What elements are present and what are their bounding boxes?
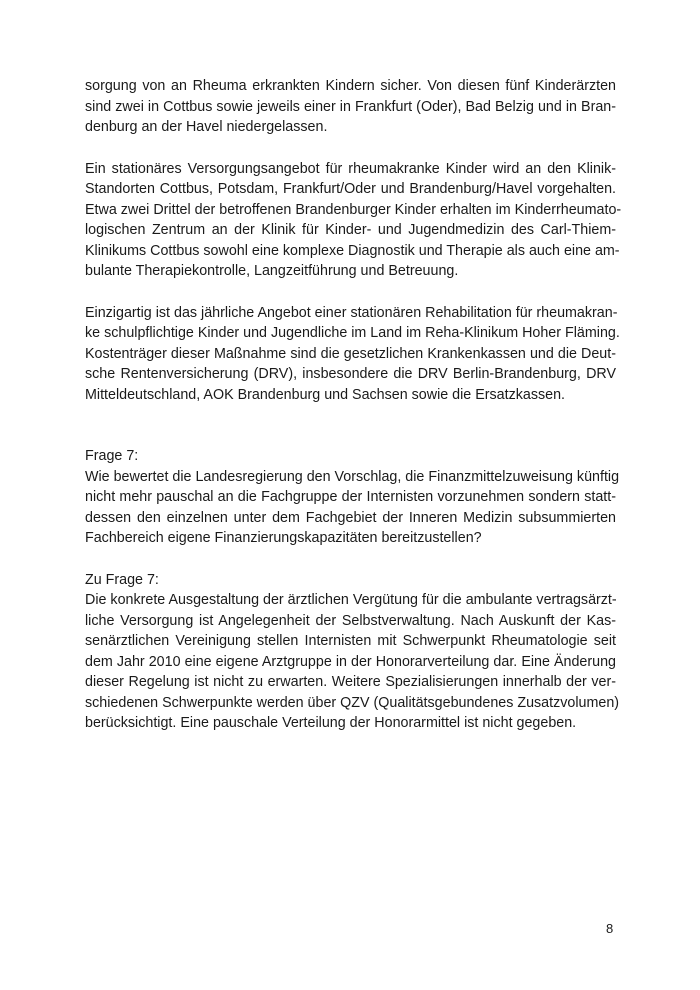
text-line: dessen den einzelnen unter dem Fachgebiet der Inneren Medizin subsummierten	[85, 509, 616, 526]
paragraph-inpatient-care	[85, 159, 622, 282]
text-line: Ein stationäres Versorgungsangebot für rheumakranke Kinder wird an den Klinik-	[85, 160, 616, 177]
text-line: berücksichtigt. Eine pauschale Verteilung der Honorarmittel ist nicht gegeben.	[85, 715, 577, 731]
text-line: sche Rentenversicherung (DRV), insbesondere die DRV Berlin-Brandenburg, DRV	[85, 366, 616, 382]
text-line: Standorten Cottbus, Potsdam, Frankfurt/Oder und Brandenburg/Havel vorgehalten.	[85, 181, 616, 197]
text-line: Fachbereich eigene Finanzierungskapazitäten bereitzustellen?	[85, 530, 482, 546]
text-line: Etwa zwei Drittel der betroffenen Brandenburger Kinder erhalten im Kinderrheumato-	[85, 201, 622, 218]
text-line: sorgung von an Rheuma erkrankten Kindern sicher. Von diesen fünf Kinderärzten	[85, 78, 616, 94]
paragraph-pediatric-rheumatologists	[85, 76, 616, 138]
text-line: senärztlichen Vereinigung stellen Internisten mit Schwerpunkt Rheumatologie seit	[85, 633, 616, 649]
text-line: ke schulpflichtige Kinder und Jugendliche im Land im Reha-Klinikum Hoher Fläming.	[85, 325, 620, 341]
text-line: bulante Therapiekontrolle, Langzeitführung und Betreuung.	[85, 263, 459, 279]
question-heading: Frage 7:	[85, 448, 139, 464]
text-line: logischen Zentrum an der Klinik für Kinder- und Jugendmedizin des Carl-Thiem-	[85, 222, 616, 238]
document-body	[85, 76, 622, 734]
answer-heading: Zu Frage 7:	[85, 571, 159, 588]
text-line: dem Jahr 2010 eine eigene Arztgruppe in der Honorarverteilung dar. Eine Änderung	[85, 653, 616, 670]
text-line: Kostenträger dieser Maßnahme sind die gesetzlichen Krankenkassen und die Deut-	[85, 345, 616, 362]
text-line: schiedenen Schwerpunkte werden über QZV (Qualitätsgebundenes Zusatzvolumen)	[85, 694, 620, 711]
text-line: Klinikums Cottbus sowohl eine komplexe Diagnostik und Therapie als auch eine am-	[85, 242, 620, 259]
answer-7	[85, 570, 620, 734]
text-line: dieser Regelung ist nicht zu erwarten. Weitere Spezialisierungen innerhalb der ver-	[85, 674, 616, 690]
page-number: 8	[606, 921, 614, 936]
paragraph-rehabilitation	[85, 303, 620, 406]
text-line: denburg an der Havel niedergelassen.	[85, 119, 328, 135]
text-line: Mitteldeutschland, AOK Brandenburg und Sachsen sowie die Ersatzkassen.	[85, 386, 566, 403]
text-line: Wie bewertet die Landesregierung den Vorschlag, die Finanzmittelzuweisung künftig	[85, 468, 620, 485]
text-line: liche Versorgung ist Angelegenheit der Selbstverwaltung. Nach Auskunft der Kas-	[85, 612, 616, 629]
question-7	[85, 446, 620, 549]
text-line: Die konkrete Ausgestaltung der ärztlichen Vergütung für die ambulante vertragsärzt-	[85, 592, 617, 608]
text-line: Einzigartig ist das jährliche Angebot einer stationären Rehabilitation für rheumakran-	[85, 304, 618, 321]
text-line: sind zwei in Cottbus sowie jeweils einer in Frankfurt (Oder), Bad Belzig und in Bran-	[85, 98, 616, 115]
text-line: nicht mehr pauschal an die Fachgruppe der Internisten vorzunehmen sondern statt-	[85, 489, 616, 505]
